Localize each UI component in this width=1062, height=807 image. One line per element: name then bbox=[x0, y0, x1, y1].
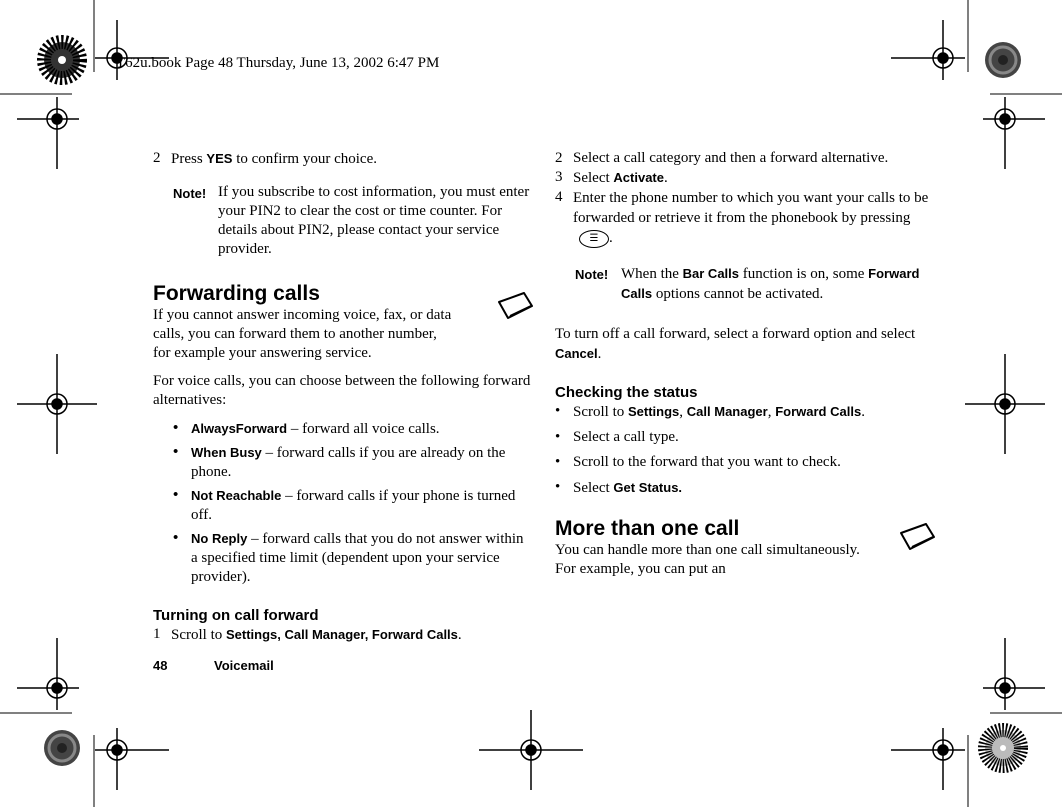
menu-key-icon: ☰ bbox=[579, 230, 609, 248]
heading-turning-on-call-forward: Turning on call forward bbox=[153, 607, 319, 624]
list-item: • Scroll to the forward that you want to check. bbox=[555, 454, 841, 470]
list-item: • AlwaysForward – forward all voice calls. bbox=[173, 420, 440, 437]
section-name: Voicemail bbox=[214, 658, 274, 673]
list-item: • When Busy – forward calls if you are already on the phone. bbox=[173, 444, 506, 480]
print-header: T62u.book Page 48 Thursday, June 13, 2002 6:47 PM bbox=[116, 55, 440, 71]
step-select-category: 2 Select a call category and then a forward alternative. bbox=[555, 150, 889, 166]
turn-off-para: To turn off a call forward, select a forward option and select Cancel. bbox=[555, 326, 916, 362]
step-select-activate: 3 Select Activate. bbox=[555, 169, 668, 186]
heading-forwarding-calls: Forwarding calls bbox=[153, 282, 320, 305]
page-number: 48 bbox=[153, 658, 168, 673]
forwarding-intro: If you cannot answer incoming voice, fax, or data calls, you can forward them to another number, for example your answering service. bbox=[153, 307, 452, 361]
forwarding-para: For voice calls, you can choose between the following forward alternatives: bbox=[153, 373, 531, 408]
list-item: • Select Get Status. bbox=[555, 479, 683, 496]
list-item: • No Reply – forward calls that you do not answer within a specified time limit (dependent upon your service provider). bbox=[173, 530, 524, 585]
heading-checking-status: Checking the status bbox=[555, 384, 698, 401]
phone-icon bbox=[898, 521, 938, 553]
checking-list bbox=[555, 402, 935, 498]
forward-alternatives-list bbox=[153, 419, 533, 587]
note-bar-calls: Note! When the Bar Calls function is on, some Forward Calls options cannot be activated. bbox=[575, 266, 920, 302]
list-item: • Not Reachable – forward calls if your phone is turned off. bbox=[173, 487, 516, 523]
note-pin2: Note! If you subscribe to cost information, you must enter your PIN2 to clear the cost or time counter. For details about PIN2, please contact your service provider. bbox=[173, 184, 530, 257]
left-column bbox=[153, 149, 533, 645]
list-item: • Select a call type. bbox=[555, 429, 679, 445]
step-enter-number: 4 Enter the phone number to which you want your calls to be forwarded or retrieve it from the phonebook by pressing☰ . bbox=[555, 189, 929, 246]
heading-more-than-one-call: More than one call bbox=[555, 517, 740, 540]
list-item: • Scroll to Settings, Call Manager, Forward Calls. bbox=[555, 403, 865, 420]
step-press-yes: 2 Press YES to confirm your choice. bbox=[153, 150, 377, 167]
phone-icon bbox=[496, 290, 536, 322]
more-than-one-call-text: You can handle more than one call simultaneously. For example, you can put an bbox=[555, 542, 860, 577]
step-scroll-settings: 1 Scroll to Settings, Call Manager, Forward Calls. bbox=[153, 626, 462, 643]
key-yes: YES bbox=[206, 151, 233, 166]
right-column bbox=[555, 149, 935, 579]
